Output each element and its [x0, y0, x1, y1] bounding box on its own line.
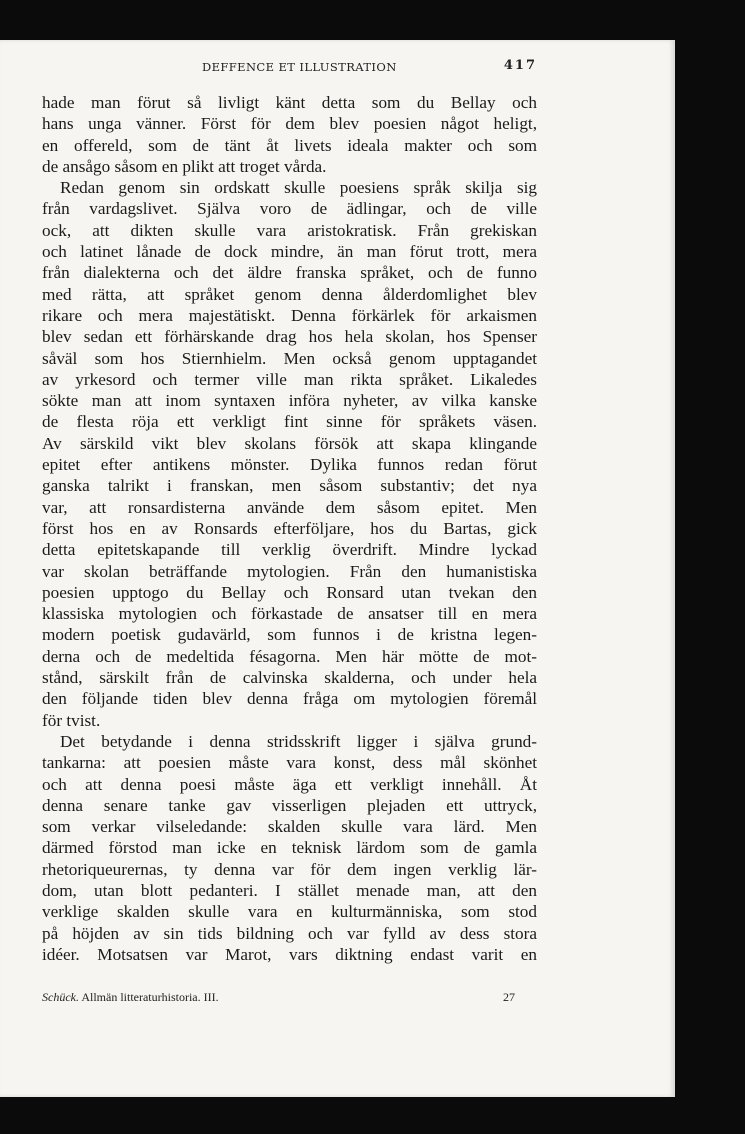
text-line: stånd, särskilt från de calvinska skalderna, och under hela: [42, 668, 537, 688]
signature-mark: 27: [503, 990, 515, 1004]
text-line: var skolan beträffande mytologien. Från den humanistiska: [42, 561, 537, 581]
text-line: denna senare tanke gav visserligen plejaden ett uttryck,: [42, 795, 537, 815]
text-line: och latinet lånade de dock mindre, än man förut trott, mera: [42, 242, 537, 262]
text-line: rikare och mera majestätiskt. Denna förkärlek för arkaismen: [42, 305, 537, 325]
text-line: poesien upptogo du Bellay och Ronsard utan tvekan den: [42, 582, 537, 602]
text-line: Av särskild vikt blev skolans försök att skapa klingande: [42, 433, 537, 453]
body-text: [42, 92, 537, 965]
text-line: idéer. Motsatsen var Marot, vars diktning endast varit en: [42, 944, 537, 964]
text-line: av yrkesord och termer ville man rikta språket. Likaledes: [42, 369, 537, 389]
text-line: den följande tiden blev denna fråga om mytologien föremål: [42, 689, 537, 709]
text-line: hade man förut så livligt känt detta som du Bellay och: [42, 93, 537, 112]
text-line: med rätta, att språket genom denna ålderdomlighet blev: [42, 284, 537, 304]
text-line: de flesta röja ett verkligt fint sinne för språkets väsen.: [42, 412, 537, 432]
text-line: och att denna poesi måste äga ett verkligt innehåll. Åt: [42, 774, 537, 794]
text-line: från dialekterna och det äldre franska språket, och de funno: [42, 263, 537, 283]
text-line: klassiska mytologien och förkastade de ansatser till en mera: [42, 604, 537, 624]
text-line: modern poetisk gudavärld, som funnos i de kristna legen-: [42, 625, 537, 645]
text-line: såväl som hos Stiernhielm. Men också genom upptagandet: [42, 348, 537, 368]
text-line: först hos en av Ronsards efterföljare, hos du Bartas, gick: [42, 518, 537, 538]
text-line: hans unga vänner. Först för dem blev poesien något heligt,: [42, 114, 537, 134]
text-line: rhetoriqueurernas, ty denna var för dem ingen verklig lär-: [42, 859, 537, 879]
page-number: 417: [503, 58, 537, 73]
footer-author: Schück.: [42, 990, 79, 1004]
text-line: Redan genom sin ordskatt skulle poesiens språk skilja sig: [60, 178, 537, 198]
text-line: de ansågo såsom en plikt att troget vårda.: [42, 156, 327, 176]
text-line: ganska talrikt i franskan, men såsom substantiv; det nya: [42, 476, 537, 496]
text-line: dom, utan blott pedanteri. I stället menade man, att den: [42, 880, 537, 900]
running-title: DEFFENCE ET ILLUSTRATION: [202, 60, 397, 74]
text-line: därmed förstod man icke en teknisk lärdom som de gamla: [42, 838, 537, 858]
text-line: för tvist.: [42, 710, 101, 730]
text-line: ock, att dikten skulle vara aristokratisk. Från grekiskan: [42, 220, 537, 240]
text-line: på höjden av sin tids bildning och var fylld av dess stora: [42, 923, 537, 943]
page-footer: [42, 990, 515, 1006]
text-line: detta epitetskapande till verklig överdrift. Mindre lyckad: [42, 540, 537, 560]
text-line: sökte man att inom syntaxen införa nyheter, av vilka kanske: [42, 391, 537, 411]
text-line: derna och de medeltida fésagorna. Men här mötte de mot-: [42, 646, 537, 666]
text-line: som verkar vilseledande: skalden skulle vara lärd. Men: [42, 817, 537, 837]
text-line: en offereld, som de tänt åt livets ideala makter och som: [42, 135, 537, 155]
text-line: Det betydande i denna stridsskrift ligger i själva grund-: [60, 731, 537, 751]
scan-border: [675, 40, 745, 1097]
text-line: blev sedan ett förhärskande drag hos hela skolan, hos Spenser: [42, 327, 537, 347]
text-line: verklige skalden skulle vara en kulturmänniska, som stod: [42, 902, 537, 922]
text-line: tankarna: att poesien måste vara konst, dess mål skönhet: [42, 753, 537, 773]
page-header: [202, 58, 537, 78]
text-line: epitet efter antikens mönster. Dylika funnos redan förut: [42, 455, 537, 475]
text-line: från vardagslivet. Själva voro de ädlingar, och de ville: [42, 199, 537, 219]
footer-title: Allmän litteraturhistoria. III.: [81, 990, 219, 1004]
text-line: var, att ronsardisterna använde dem såsom epitet. Men: [42, 497, 537, 517]
